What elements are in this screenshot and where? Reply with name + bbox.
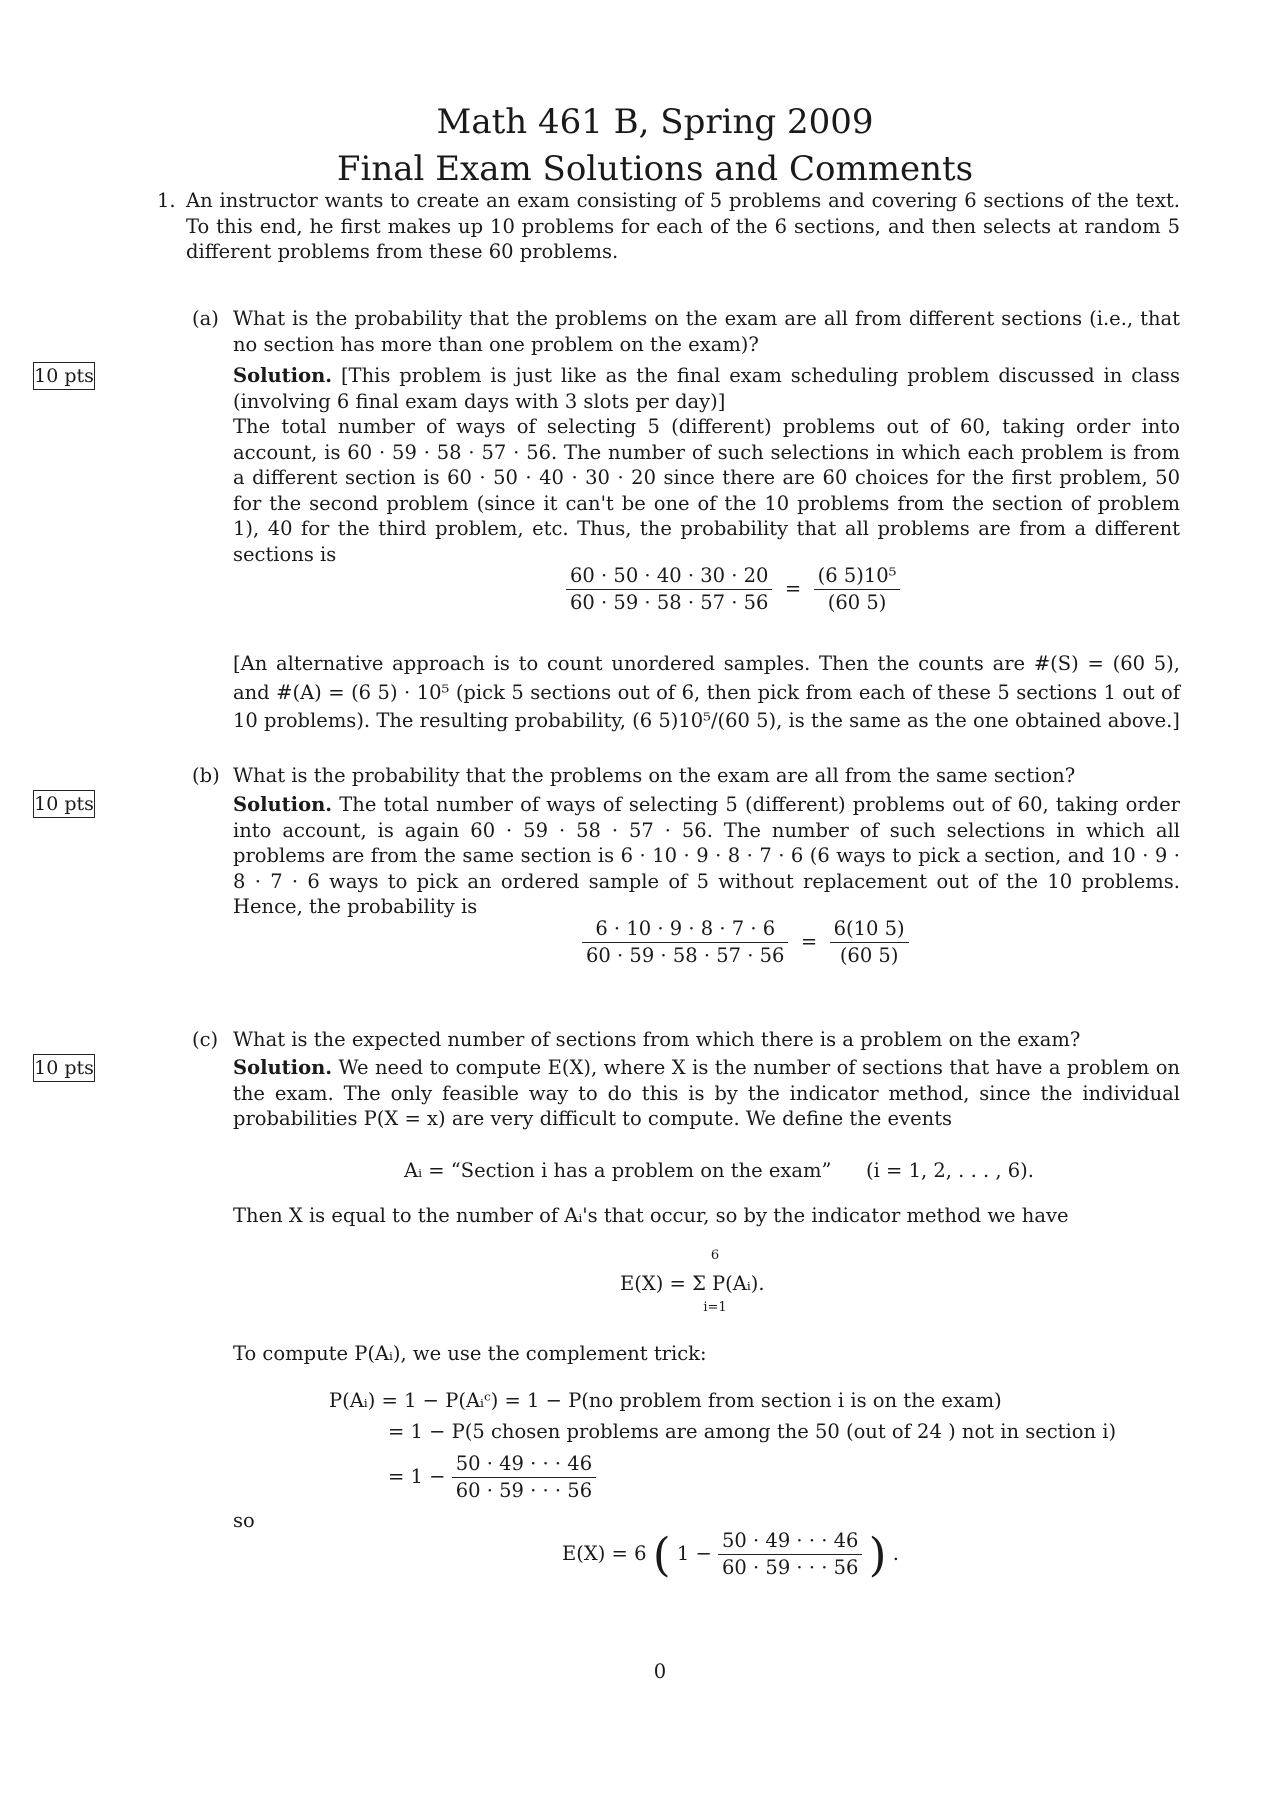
part-c-question: What is the expected number of sections from which there is a problem on the exam?: [233, 1028, 1081, 1051]
left-paren: (: [652, 1527, 671, 1582]
problem-intro: An instructor wants to create an exam consisting of 5 problems and covering 6 sections of the text. To this end, he first makes up 10 problems for each of the 6 sections, and then selects at random 5 different problems from these 60 problems.: [186, 189, 1180, 264]
final-fraction-num: 50 · 49 · · · 46: [718, 1528, 862, 1555]
part-a-solution: [233, 363, 1180, 414]
part-a-rhs-fraction: [814, 563, 901, 616]
part-b-fraction-den: 60 · 59 · 58 · 57 · 56: [586, 944, 785, 967]
part-b-rhs-num: 6(10 5): [830, 916, 909, 943]
complement-line-3-num: 50 · 49 · · · 46: [452, 1451, 596, 1478]
expectation-formula: E(X) = Σ P(Aᵢ).: [620, 1272, 765, 1295]
final-fraction: [718, 1528, 862, 1581]
final-formula: [562, 1528, 899, 1581]
equals-sign: =: [794, 930, 824, 953]
part-c-points: 10 pts: [33, 1054, 95, 1082]
event-definition: Aᵢ = “Section i has a problem on the exam”: [404, 1159, 832, 1182]
equals-sign: =: [778, 577, 808, 600]
part-b-solution: [233, 792, 1180, 920]
final-period: .: [892, 1542, 899, 1565]
title-line-1: Math 461 B, Spring 2009: [436, 102, 874, 142]
complement-line-3-prefix: = 1 −: [388, 1465, 446, 1488]
part-c-solution-label: Solution.: [233, 1056, 333, 1079]
part-c-complement-text: To compute P(Aᵢ), we use the complement trick:: [233, 1342, 707, 1365]
part-c-solution: [233, 1055, 1180, 1132]
complement-line-2: = 1 − P(5 chosen problems are among the 50 (out of 24 ) not in section i): [388, 1420, 1117, 1443]
part-c-label: (c): [192, 1028, 219, 1051]
part-b-fraction: [582, 916, 788, 969]
part-b-question: What is the probability that the problems on the exam are all from the same section?: [233, 764, 1076, 787]
part-a-points: 10 pts: [33, 362, 95, 390]
title-line-2: Final Exam Solutions and Comments: [336, 149, 974, 189]
part-a-rhs-num: (6 5)10⁵: [814, 563, 901, 590]
page-number: 0: [653, 1660, 667, 1683]
part-a-solution-label: Solution.: [233, 364, 333, 387]
final-formula-prefix: E(X) = 6: [562, 1542, 647, 1565]
part-a-solution-text-2: The total number of ways of selecting 5 (different) problems out of 60, taking order into account, is 60 · 59 · 58 · 57 · 56. The number of such selections in which each problem is from a different section is 60 · 50 · 40 · 30 · 20 since there are 60 choices for the first problem, 50 for the second problem (since it can't be one of the 10 problems from the section of problem 1), 40 for the third problem, etc. Thus, the probability that all problems are from a different sections is: [233, 415, 1180, 566]
right-paren: ): [868, 1527, 887, 1582]
part-a-formula: [566, 563, 900, 616]
part-b-solution-label: Solution.: [233, 793, 333, 816]
part-b-solution-text: The total number of ways of selecting 5 (different) problems out of 60, taking order into account, is again 60 · 59 · 58 · 57 · 56. The number of such selections in which all problems are from the same section is 6 · 10 · 9 · 8 · 7 · 6 (6 ways to pick a section, and 10 · 9 · 8 · 7 · 6 ways to pick an ordered sample of 5 without replacement out of the 10 problems. Hence, the probability is: [233, 793, 1180, 919]
part-c-then-text: Then X is equal to the number of Aᵢ's that occur, so by the indicator method we have: [233, 1204, 1069, 1227]
part-b-rhs-fraction: [830, 916, 909, 969]
complement-line-1: P(Aᵢ) = 1 − P(Aᵢᶜ) = 1 − P(no problem from section i is on the exam): [329, 1389, 1002, 1412]
part-a-fraction-num: 60 · 50 · 40 · 30 · 20: [566, 563, 772, 590]
final-one: 1 −: [676, 1542, 712, 1565]
part-a-solution-text-1: [This problem is just like as the final exam scheduling problem discussed in class (involving 6 final exam days with 3 slots per day)]: [233, 364, 1180, 413]
part-b-label: (b): [192, 764, 220, 787]
problem-number: 1.: [157, 189, 176, 212]
part-a-label: (a): [192, 307, 219, 330]
part-a-rhs-den: (60 5): [827, 591, 887, 614]
part-a-alternative: [An alternative approach is to count unordered samples. Then the counts are #(S) = (60 5), and #(A) = (6 5) · 10⁵ (pick 5 sections out of 6, then pick from each of these 5 sections 1 out of 10 problems). The resulting probability, (6 5)10⁵/(60 5), is the same as the one obtained above.]: [233, 652, 1180, 732]
so-text: so: [233, 1509, 255, 1532]
part-a-fraction: [566, 563, 772, 616]
part-b-fraction-num: 6 · 10 · 9 · 8 · 7 · 6: [582, 916, 788, 943]
complement-line-3: [388, 1451, 596, 1504]
part-c-solution-text: We need to compute E(X), where X is the number of sections that have a problem on the exam. The only feasible way to do this is by the indicator method, since the individual probabilities P(X = x) are very difficult to compute. We define the events: [233, 1056, 1180, 1131]
part-a-question: What is the probability that the problems on the exam are all from different sections (i.e., that no section has more than one problem on the exam)?: [233, 307, 1180, 356]
event-range: (i = 1, 2, . . . , 6).: [866, 1159, 1034, 1182]
sum-lower-limit: i=1: [703, 1300, 727, 1315]
final-fraction-den: 60 · 59 · · · 56: [722, 1556, 859, 1579]
part-b-points: 10 pts: [33, 790, 95, 818]
complement-line-3-fraction: [452, 1451, 596, 1504]
part-b-formula: [582, 916, 909, 969]
part-a-fraction-den: 60 · 59 · 58 · 57 · 56: [570, 591, 769, 614]
part-b-rhs-den: (60 5): [839, 944, 899, 967]
complement-line-3-den: 60 · 59 · · · 56: [455, 1479, 593, 1502]
sum-upper-limit: 6: [710, 1248, 720, 1263]
